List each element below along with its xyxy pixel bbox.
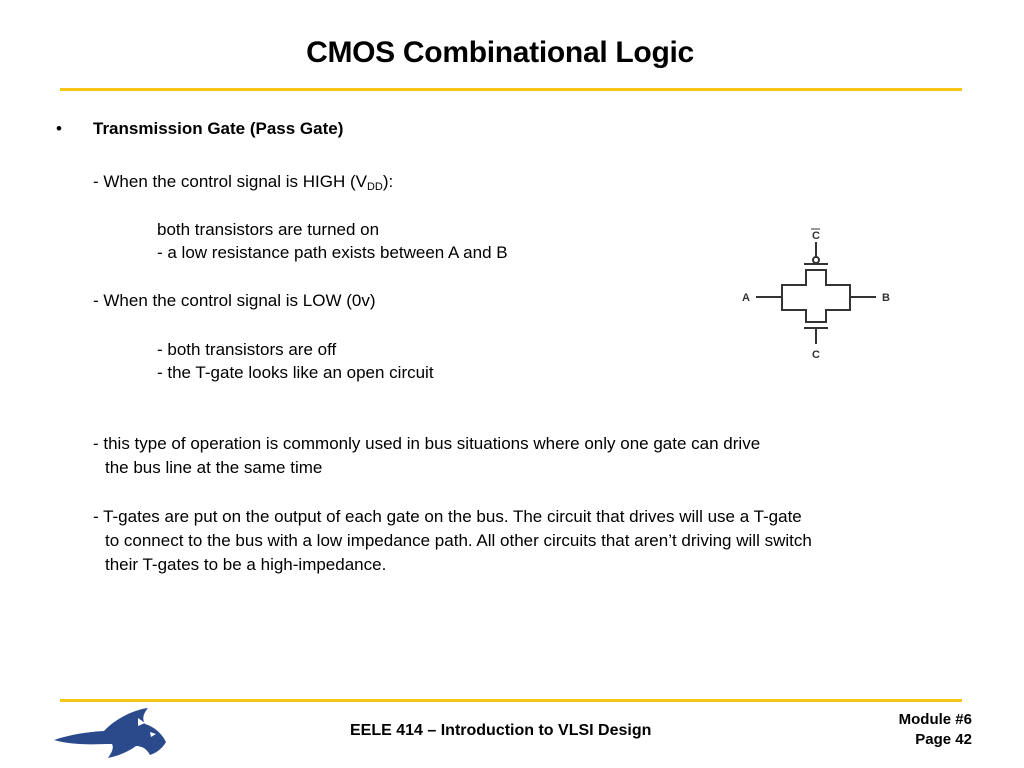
low-item: - both transistors are off [157, 340, 337, 359]
high-line-prefix: - When the control signal is HIGH (V [93, 172, 367, 191]
low-item: - the T-gate looks like an open circuit [157, 363, 434, 382]
tgate-note-line: their T-gates to be a high-impedance. [105, 555, 387, 574]
slide-title: CMOS Combinational Logic [306, 36, 694, 69]
tgate-note-line: to connect to the bus with a low impedance path. All other circuits that aren’t driving will switch [105, 531, 812, 550]
bus-note-line: the bus line at the same time [105, 458, 323, 477]
label-b: B [882, 292, 890, 304]
lower-path [782, 297, 850, 322]
high-line-suffix: ): [382, 172, 394, 191]
vdd-subscript: DD [366, 181, 383, 193]
course-title: EELE 414 – Introduction to VLSI Design [350, 722, 652, 739]
high-item: both transistors are turned on [157, 220, 380, 239]
page-number: Page 42 [915, 731, 972, 748]
high-condition-line [93, 172, 393, 192]
tgate-note-line: - T-gates are put on the output of each gate on the bus. The circuit that drives will use a T-gate [93, 507, 802, 526]
module-page-info [899, 710, 972, 750]
bullet-marker: • [56, 119, 62, 138]
section-heading: Transmission Gate (Pass Gate) [93, 119, 344, 138]
label-a: A [742, 292, 750, 304]
upper-path [782, 270, 850, 297]
label-c: C [812, 349, 820, 361]
label-c-bar: C [812, 230, 820, 242]
cat-logo-icon [52, 702, 172, 762]
high-item: - a low resistance path exists between A and B [157, 243, 508, 262]
bus-note-line: - this type of operation is commonly used in bus situations where only one gate can drive [93, 434, 761, 453]
transmission-gate-diagram [736, 222, 906, 367]
top-divider [60, 88, 962, 91]
pmos-inversion-bubble [813, 257, 819, 263]
bottom-divider [60, 699, 962, 702]
module-number: Module #6 [898, 711, 972, 728]
low-condition-line: - When the control signal is LOW (0v) [93, 291, 376, 310]
